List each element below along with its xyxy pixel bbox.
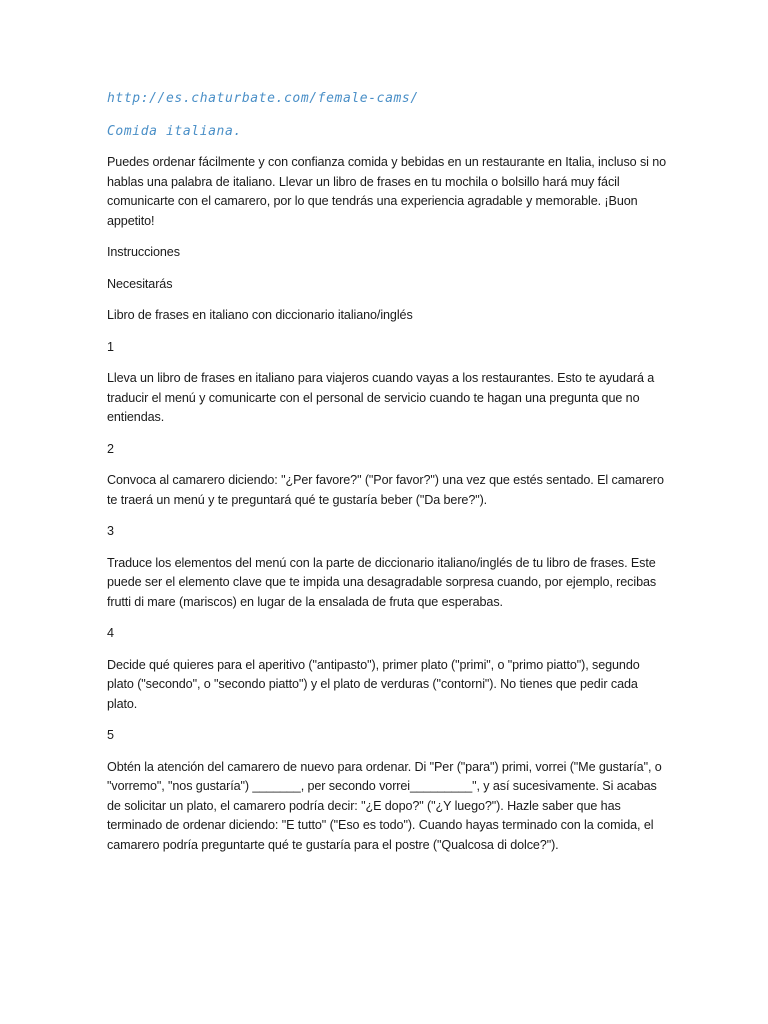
- need-item: Libro de frases en italiano con diccionario italiano/inglés: [107, 308, 413, 322]
- document-heading: Comida italiana.: [107, 124, 242, 139]
- step-text: Lleva un libro de frases en italiano para viajeros cuando vayas a los restaurantes. Esto te ayudará a traducir el menú y comunicarte con el personal de servicio cuando te hagan una pregunta que no entiendas.: [107, 371, 655, 424]
- step-number: 4: [107, 626, 114, 640]
- step-text: Convoca al camarero diciendo: "¿Per favore?" ("Por favor?") una vez que estés sentado. El camarero te traerá un menú y te preguntará qué te gustaría beber ("Da bere?").: [107, 473, 664, 507]
- step-number: 1: [107, 339, 114, 354]
- step-number: 5: [107, 728, 114, 742]
- step-text: Obtén la atención del camarero de nuevo para ordenar. Di "Per ("para") primi, vorrei ("Me gustaría", o "vorremo", "nos gustaría") _______, per secondo vorrei_________", y así sucesivamente. Si acabas de solicitar un plato, el camarero podría decir: "¿E dopo?" ("¿Y luego?"). Hazle saber que has terminado de ordenar diciendo: "E tutto" ("Eso es todo"). Cuando hayas terminado con la comida, el camarero podría preguntarte qué te gustaría para el postre ("Qualcosa di dolce?").: [107, 759, 662, 852]
- source-link[interactable]: http://es.chaturbate.com/female-cams/: [107, 91, 419, 106]
- step-number: 2: [107, 441, 114, 456]
- instructions-label: Instrucciones: [107, 245, 180, 259]
- step-number: 3: [107, 524, 114, 538]
- step-text: Traduce los elementos del menú con la parte de diccionario italiano/inglés de tu libro de frases. Este puede ser el elemento clave que te impida una desagradable sorpresa cuando, por ejemplo, recibas frutti di mare (mariscos) en lugar de la ensalada de fruta que esperabas.: [107, 555, 657, 609]
- step-text: Decide qué quieres para el aperitivo ("antipasto"), primer plato ("primi", o "primo piatto"), segundo plato ("secondo", o "secondo piatto") y el plato de verduras ("contorni"). No tienes que pedir cada plato.: [107, 657, 640, 711]
- document-page: [107, 88, 667, 855]
- intro-paragraph: Puedes ordenar fácilmente y con confianza comida y bebidas en un restaurante en Italia, incluso si no hablas una palabra de italiano. Llevar un libro de frases en tu mochila o bolsillo hará muy fácil comunicarte con el camarero, por lo que tendrás una experiencia agradable y memorable. ¡Buon appetito!: [107, 155, 667, 228]
- need-label: Necesitarás: [107, 276, 173, 291]
